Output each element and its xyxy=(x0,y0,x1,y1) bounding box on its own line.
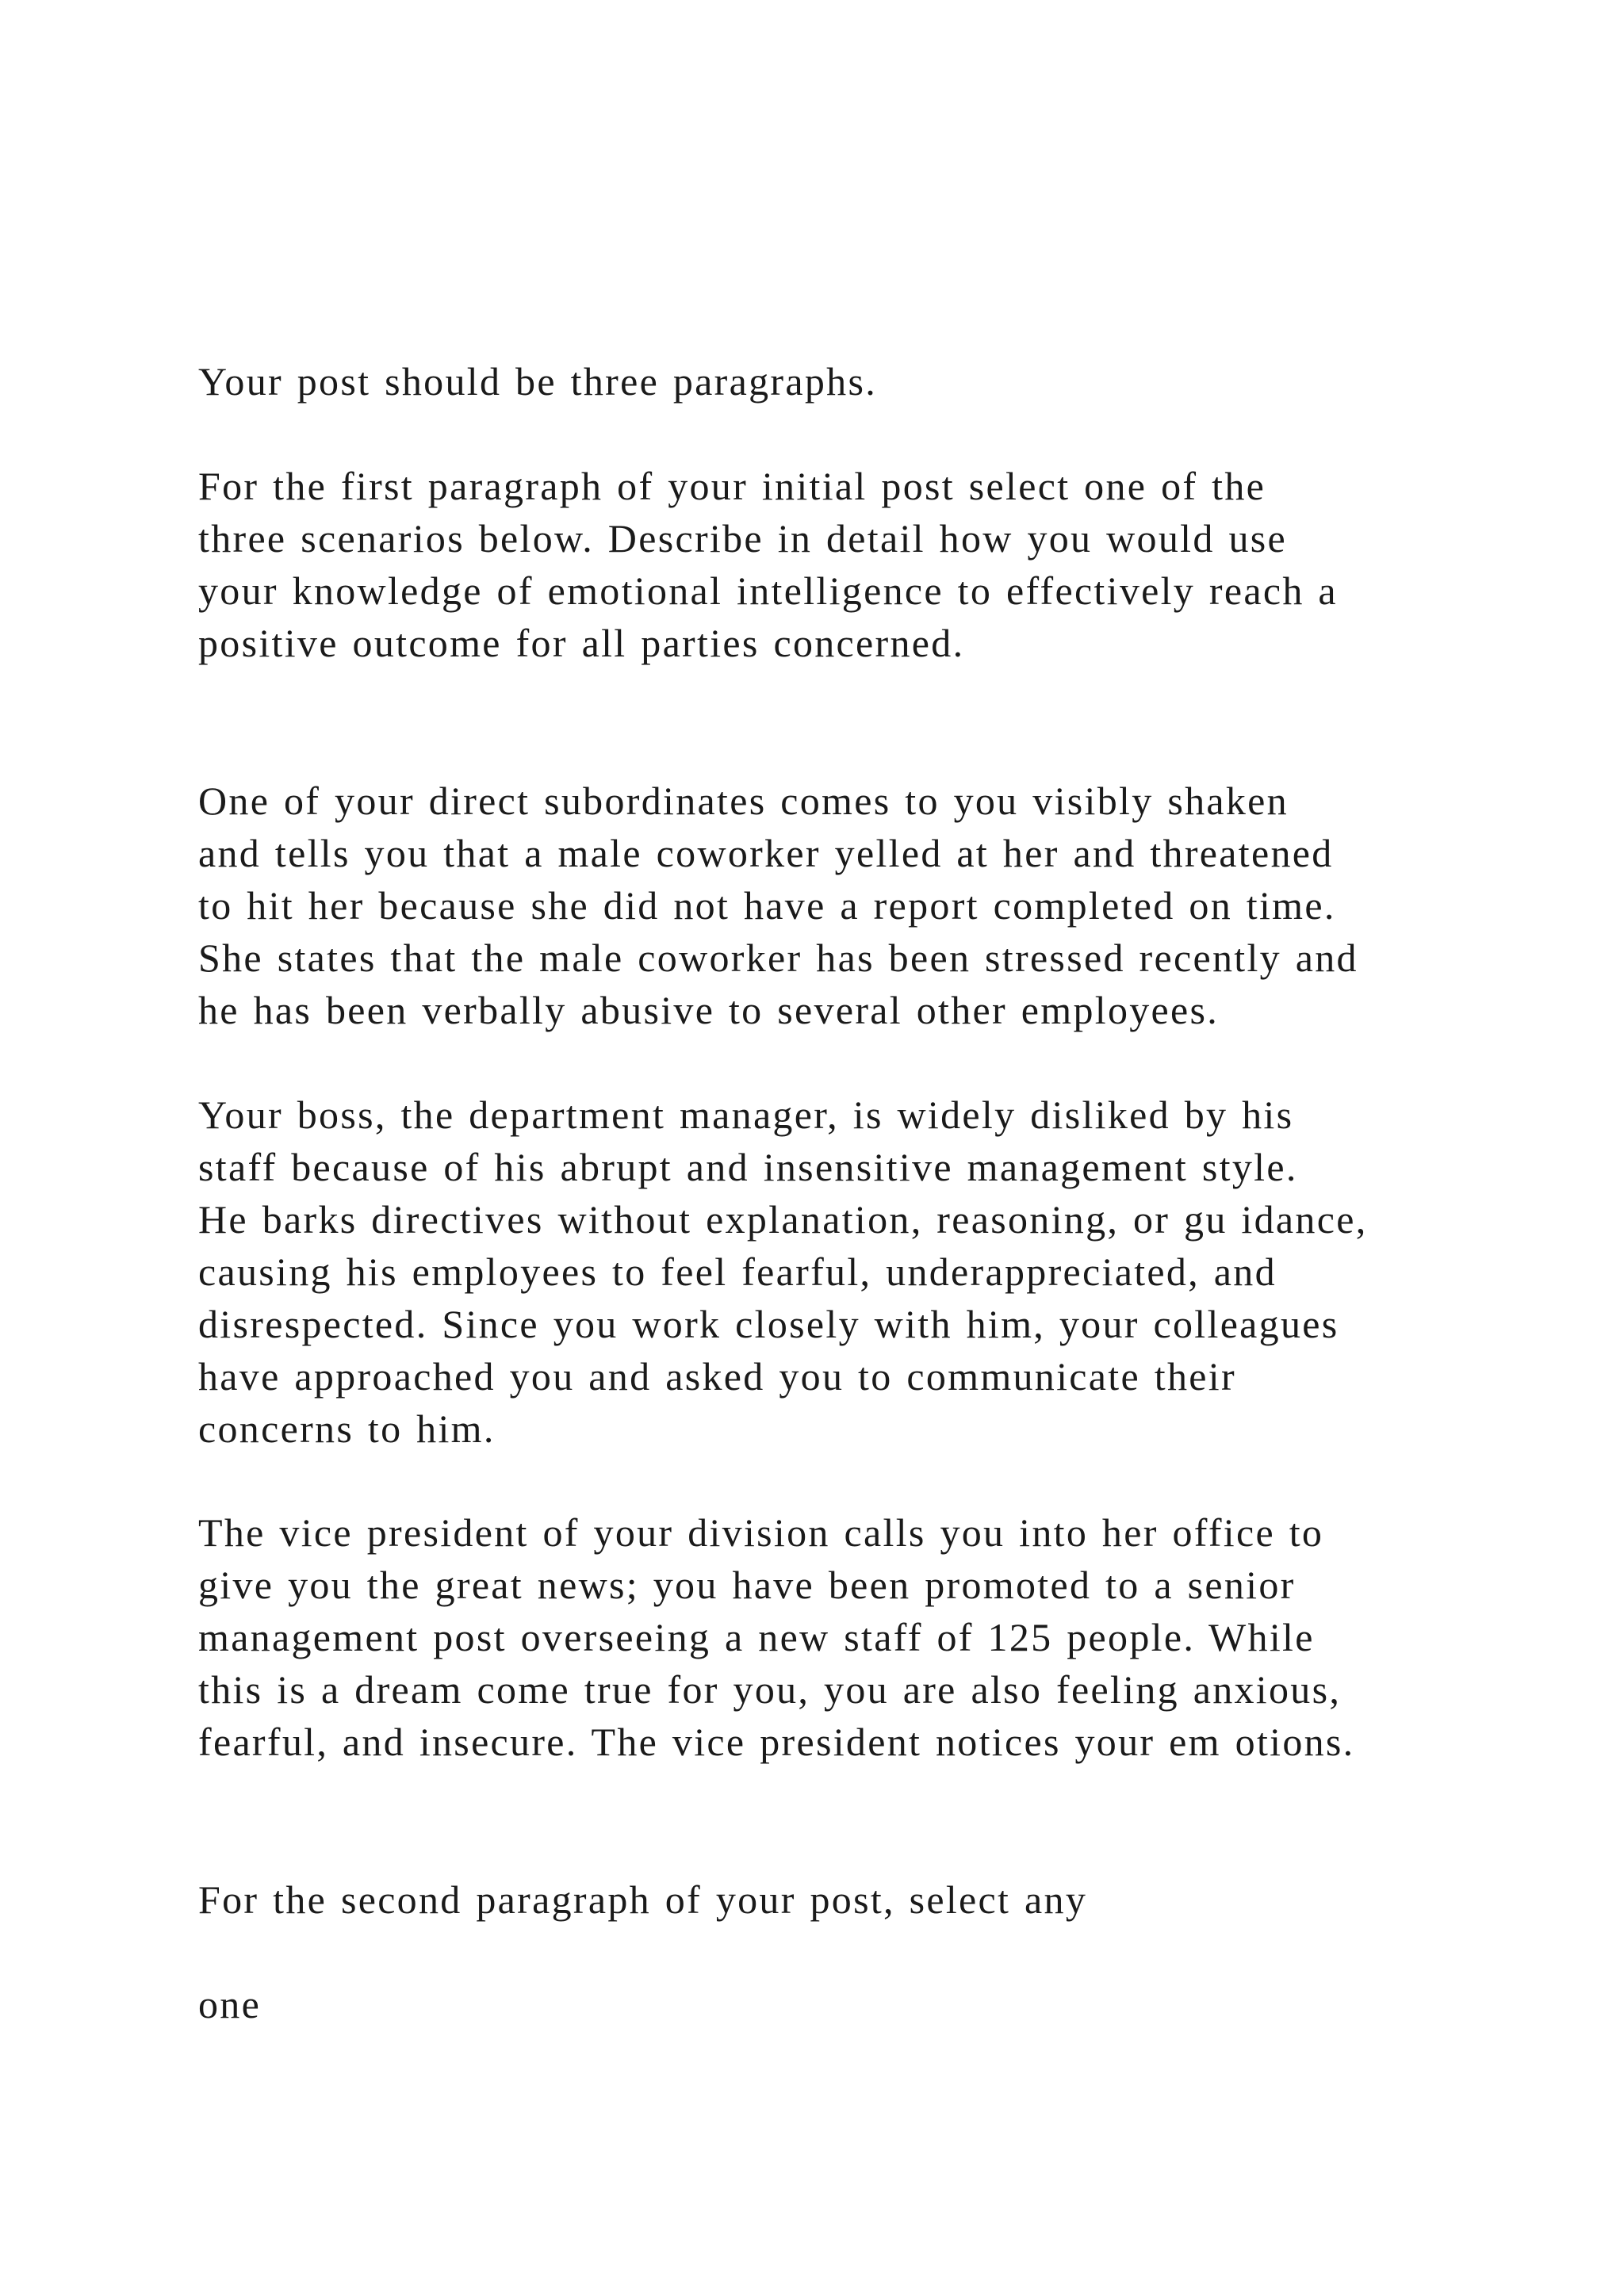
text-line: one xyxy=(198,1982,262,2026)
text-line: The vice president of your division calls you into her office to xyxy=(198,1510,1324,1555)
text-line: disrespected. Since you work closely with him, your colleagues xyxy=(198,1302,1339,1346)
scenario-three xyxy=(198,1506,1546,1768)
text-line: One of your direct subordinates comes to you visibly shaken xyxy=(198,779,1289,823)
text-line: concerns to him. xyxy=(198,1406,496,1451)
text-line: and tells you that a male coworker yelled at her and threatened xyxy=(198,831,1334,875)
text-line: to hit her because she did not have a report completed on time. xyxy=(198,883,1336,928)
text-line: positive outcome for all parties concerned. xyxy=(198,621,965,665)
text-line: For the first paragraph of your initial post select one of the xyxy=(198,464,1266,508)
scenario-one xyxy=(198,775,1546,1036)
text-line: He barks directives without explanation, reasoning, or gu idance, xyxy=(198,1197,1368,1242)
text-line: For the second paragraph of your post, select any xyxy=(198,1877,1088,1922)
text-line: three scenarios below. Describe in detail how you would use xyxy=(198,516,1288,561)
text-line: fearful, and insecure. The vice president notices your em otions. xyxy=(198,1720,1355,1764)
text-line: give you the great news; you have been promoted to a senior xyxy=(198,1563,1296,1607)
text-line: your knowledge of emotional intelligence to effectively reach a xyxy=(198,568,1338,613)
first-paragraph-instructions xyxy=(198,460,1546,669)
scenario-two xyxy=(198,1089,1546,1455)
text-line: this is a dream come true for you, you are also feeling anxious, xyxy=(198,1667,1342,1712)
text-line: Your post should be three paragraphs. xyxy=(198,359,878,404)
text-line: causing his employees to feel fearful, underappreciated, and xyxy=(198,1249,1277,1294)
text-line: staff because of his abrupt and insensitive management style. xyxy=(198,1145,1298,1189)
text-line: he has been verbally abusive to several other employees. xyxy=(198,988,1220,1032)
text-line: Your boss, the department manager, is widely disliked by his xyxy=(198,1093,1294,1137)
instruction-paragraph xyxy=(198,355,1546,408)
text-line: management post overseeing a new staff of 125 people. While xyxy=(198,1615,1315,1659)
text-line: have approached you and asked you to communicate their xyxy=(198,1354,1236,1399)
second-paragraph-instructions xyxy=(198,1873,1546,1926)
trailing-text xyxy=(198,1978,1546,2030)
text-line: She states that the male coworker has been stressed recently and xyxy=(198,936,1358,980)
